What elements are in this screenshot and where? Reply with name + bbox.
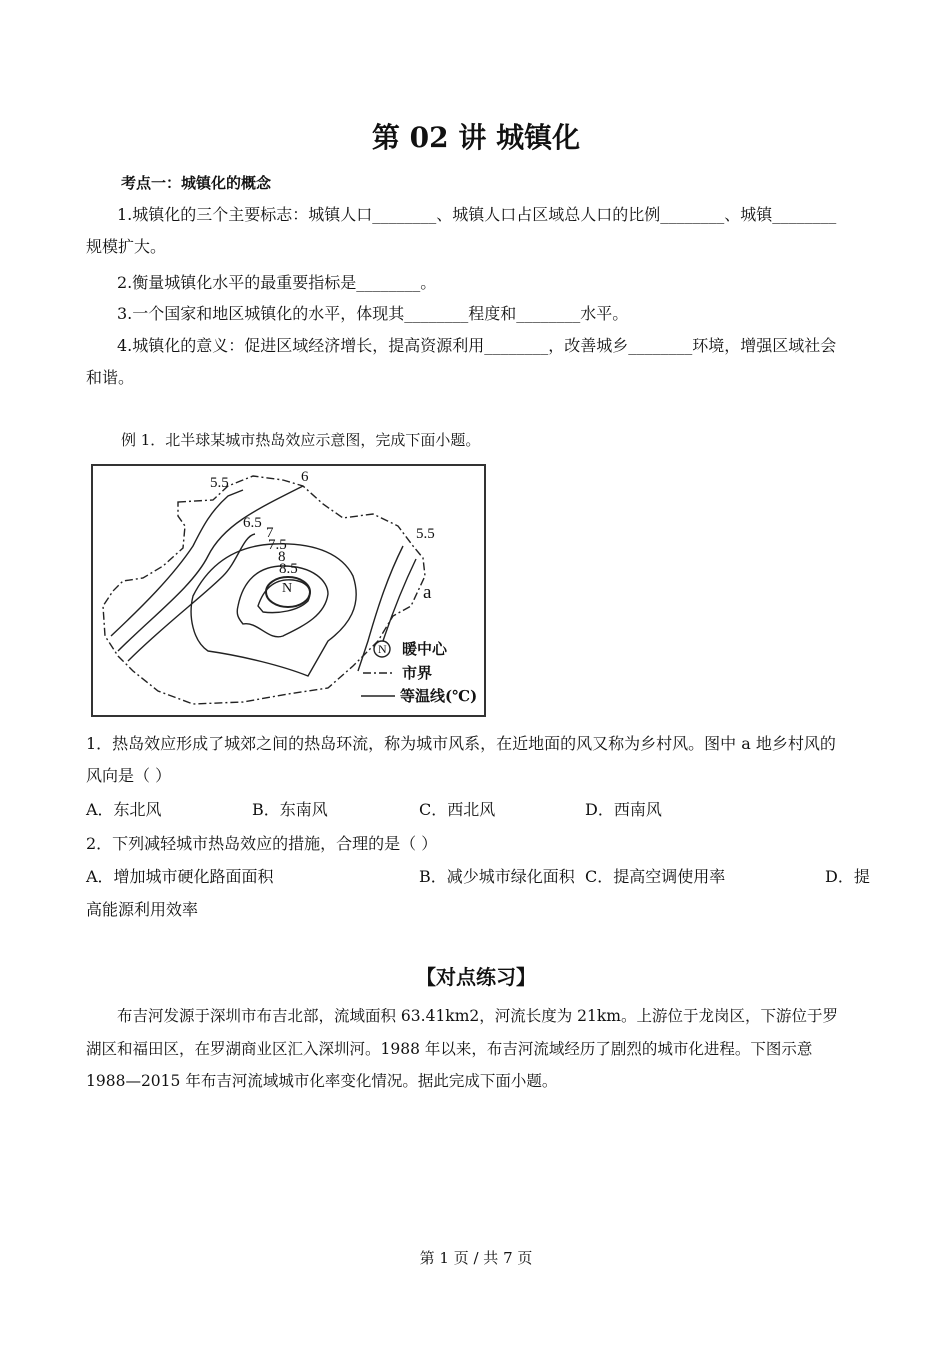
isotherm-6 [118, 486, 303, 651]
page-title: 第 02 讲 城镇化 [371, 121, 581, 154]
item-4: 4.城镇化的意义：促进区域经济增长，提高资源利用________，改善城乡________环境，增强区域社会 [117, 336, 837, 355]
contour-label: 8 [278, 549, 286, 565]
item-2: 2.衡量城镇化水平的最重要指标是________。 [117, 273, 437, 292]
question-1: 1．热岛效应形成了城郊之间的热岛环流，称为城市风系，在近地面的风又称为乡村风。图中 a 地乡村风的 [86, 734, 836, 753]
q2-option-d[interactable]: D．提 [825, 867, 870, 886]
practice-heading: 【对点练习】 [416, 965, 536, 989]
point-a-label: a [423, 582, 432, 603]
q2-option-a[interactable]: A．增加城市硬化路面面积 [86, 867, 274, 886]
isotherm-7 [191, 544, 356, 676]
legend-n-symbol: N [378, 642, 387, 656]
question-2: 2．下列减轻城市热岛效应的措施，合理的是（ ） [86, 834, 438, 853]
contour-label: 6 [301, 469, 309, 485]
contour-label: 5.5 [416, 526, 435, 542]
city-boundary [103, 476, 425, 704]
example-intro: 例 1．北半球某城市热岛效应示意图，完成下面小题。 [121, 431, 481, 449]
item-3: 3.一个国家和地区城镇化的水平，体现其________程度和________水平。 [117, 304, 629, 323]
section-heading: 考点一：城镇化的概念 [121, 174, 272, 192]
warm-center-symbol: N [282, 581, 293, 596]
legend-warm-center: 暖中心 [402, 640, 448, 658]
contour-label: 8.5 [279, 561, 298, 577]
contour-label: 6.5 [243, 515, 262, 531]
q2-option-d-cont: 高能源利用效率 [86, 900, 199, 919]
practice-line: 1988—2015 年布吉河流域城市化率变化情况。据此完成下面小题。 [86, 1072, 558, 1090]
q2-option-c[interactable]: C．提高空调使用率 [585, 867, 726, 886]
page-footer: 第 1 页 / 共 7 页 [419, 1249, 533, 1267]
practice-line: 布吉河发源于深圳市布吉北部，流域面积 63.41km2，河流长度为 21km。上游位于龙岗区，下游位于罗 [117, 1007, 838, 1025]
q1-option-c[interactable]: C．西北风 [419, 800, 496, 819]
q1-option-d[interactable]: D．西南风 [585, 800, 662, 819]
heat-island-map [91, 464, 486, 717]
practice-line: 湖区和福田区，在罗湖商业区汇入深圳河。1988 年以来，布吉河流域经历了剧烈的城市化进程。下图示意 [86, 1040, 813, 1058]
contour-label: 5.5 [210, 475, 229, 491]
item-1: 1.城镇化的三个主要标志：城镇人口________、城镇人口占区域总人口的比例________、城镇________ [117, 205, 837, 224]
isotherm-6-east [383, 559, 416, 641]
contour-label: 7 [266, 525, 274, 541]
q2-option-b[interactable]: B．减少城市绿化面积 [419, 867, 575, 886]
question-1-cont: 风向是（ ） [86, 766, 172, 785]
legend-isotherm: 等温线(℃) [400, 687, 478, 705]
item-4-cont: 和谐。 [86, 368, 135, 387]
q1-option-b[interactable]: B．东南风 [252, 800, 328, 819]
q1-option-a[interactable]: A．东北风 [86, 800, 162, 819]
legend-city-boundary: 市界 [402, 664, 433, 682]
contour-label: 7.5 [268, 537, 287, 553]
isotherm-5.5 [111, 490, 243, 636]
item-1-cont: 规模扩大。 [86, 237, 167, 256]
